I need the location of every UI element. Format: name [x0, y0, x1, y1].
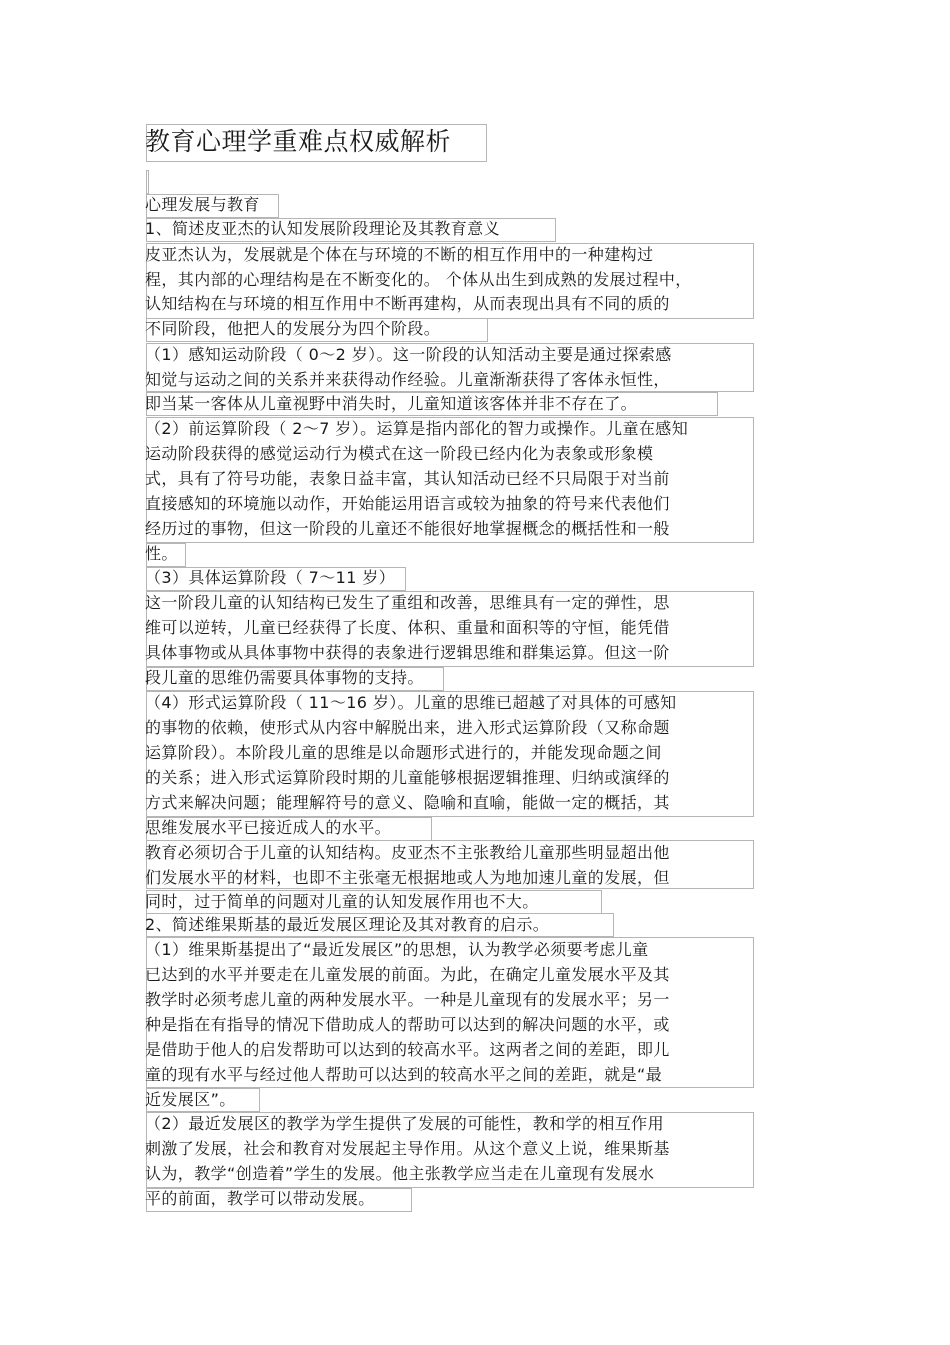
text-line: （3）具体运算阶段（ 7～11 岁） — [145, 568, 396, 587]
text-line: 即当某一客体从儿童视野中消失时，儿童知道该客体并非不存在了。 — [145, 394, 638, 413]
text-line: 刺激了发展，社会和教育对发展起主导作用。从这个意义上说，维果斯基 — [145, 1139, 670, 1158]
text-line: 们发展水平的材料，也即不主张毫无根据地或人为地加速儿童的发展，但 — [145, 868, 670, 887]
text-line: 式，具有了符号功能，表象日益丰富，其认知活动已经不只局限于对当前 — [145, 469, 670, 488]
text-line: 方式来解决问题；能理解符号的意义、隐喻和直喻，能做一定的概括，其 — [145, 793, 670, 812]
text-line: 教学时必须考虑儿童的两种发展水平。一种是儿童现有的发展水平；另一 — [145, 990, 670, 1009]
text-line: 教育必须切合于儿童的认知结构。皮亚杰不主张教给儿童那些明显超出他 — [145, 843, 670, 862]
text-frame — [146, 170, 149, 194]
text-line: 思维发展水平已接近成人的水平。 — [145, 818, 392, 837]
text-line: 的关系；进入形式运算阶段时期的儿童能够根据逻辑推理、归纳或演绎的 — [145, 768, 670, 787]
text-line: 认知结构在与环境的相互作用中不断再建构，从而表现出具有不同的质的 — [145, 294, 670, 313]
text-line: （2）最近发展区的教学为学生提供了发展的可能性，教和学的相互作用 — [145, 1114, 664, 1133]
text-line: 运算阶段）。本阶段儿童的思维是以命题形式进行的，并能发现命题之间 — [145, 743, 662, 762]
text-line: 皮亚杰认为，发展就是个体在与环境的不断的相互作用中的一种建构过 — [145, 245, 654, 264]
text-line: 段儿童的思维仍需要具体事物的支持。 — [145, 668, 424, 687]
text-line: 维可以逆转，儿童已经获得了长度、体积、重量和面积等的守恒，能凭借 — [145, 618, 670, 637]
text-line: 具体事物或从具体事物中获得的表象进行逻辑思维和群集运算。但这一阶 — [145, 643, 670, 662]
text-line: 平的前面，教学可以带动发展。 — [145, 1189, 375, 1208]
text-line: （1）感知运动阶段（ 0～2 岁）。这一阶段的认知活动主要是通过探索感 — [145, 345, 672, 364]
text-line: 种是指在有指导的情况下借助成人的帮助可以达到的解决问题的水平，或 — [145, 1015, 670, 1034]
text-line: （1）维果斯基提出了“最近发展区”的思想，认为教学必须要考虑儿童 — [145, 940, 649, 959]
text-line: （2）前运算阶段（ 2～7 岁）。运算是指内部化的智力或操作。儿童在感知 — [145, 419, 689, 438]
text-line: 不同阶段，他把人的发展分为四个阶段。 — [145, 319, 441, 338]
text-line: 性。 — [145, 544, 178, 563]
text-line: 同时，过于简单的问题对儿童的认知发展作用也不大。 — [145, 892, 539, 911]
text-line: 经历过的事物，但这一阶段的儿童还不能很好地掌握概念的概括性和一般 — [145, 519, 670, 538]
text-line: 是借助于他人的启发帮助可以达到的较高水平。这两者之间的差距，即儿 — [145, 1040, 670, 1059]
text-line: 已达到的水平并要走在儿童发展的前面。为此，在确定儿童发展水平及其 — [145, 965, 670, 984]
question-heading: 2、简述维果斯基的最近发展区理论及其对教育的启示。 — [145, 915, 550, 934]
section-heading: 心理发展与教育 — [145, 195, 260, 214]
text-line: 认为，教学“创造着”学生的发展。他主张教学应当走在儿童现有发展水 — [145, 1164, 655, 1183]
text-line: 运动阶段获得的感觉运动行为模式在这一阶段已经内化为表象或形象模 — [145, 444, 654, 463]
text-line: 知觉与运动之间的关系并来获得动作经验。儿童渐渐获得了客体永恒性， — [145, 370, 670, 389]
text-line: （4）形式运算阶段（ 11～16 岁）。儿童的思维已超越了对具体的可感知 — [145, 693, 677, 712]
document-title: 教育心理学重难点权威解析 — [145, 127, 452, 156]
text-line: 的事物的依赖，使形式从内容中解脱出来，进入形式运算阶段（又称命题 — [145, 718, 670, 737]
text-line: 近发展区”。 — [145, 1090, 236, 1109]
text-line: 程，其内部的心理结构是在不断变化的。 个体从出生到成熟的发展过程中， — [145, 270, 692, 289]
question-heading: 1、简述皮亚杰的认知发展阶段理论及其教育意义 — [145, 219, 500, 238]
text-line: 直接感知的环境施以动作，开始能运用语言或较为抽象的符号来代表他们 — [145, 494, 670, 513]
text-line: 童的现有水平与经过他人帮助可以达到的较高水平之间的差距，就是“最 — [145, 1065, 663, 1084]
text-line: 这一阶段儿童的认知结构已发生了重组和改善，思维具有一定的弹性，思 — [145, 593, 670, 612]
